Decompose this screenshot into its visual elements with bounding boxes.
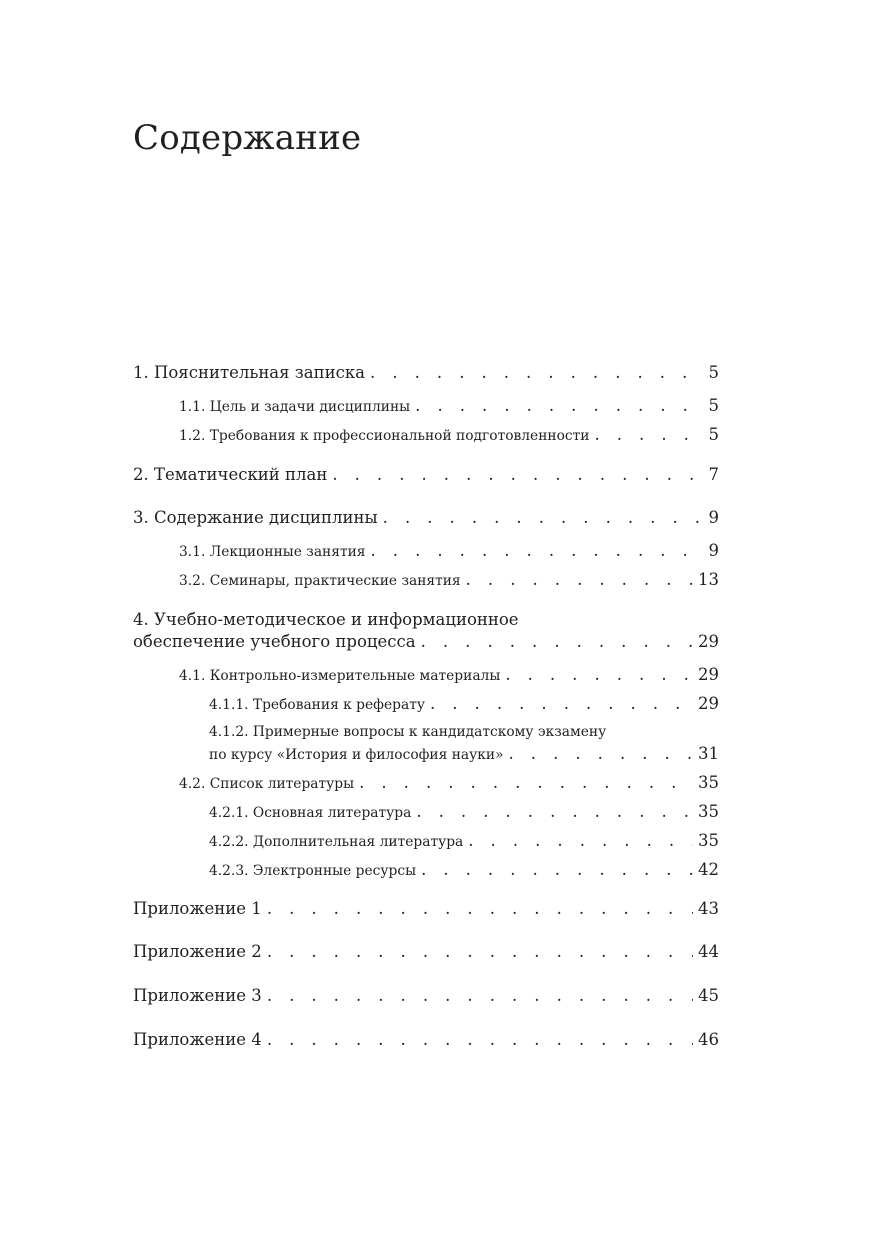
toc-entry-4-1-1[interactable] <box>209 694 719 715</box>
toc-entry-title: 4.2.3. Электронные ресурсы <box>209 863 417 879</box>
page-title: Содержание <box>133 118 362 158</box>
toc-entry-3[interactable] <box>133 507 719 529</box>
toc-page-number: 5 <box>708 425 719 444</box>
toc-entry-title: Приложение 2 <box>133 942 262 961</box>
toc-page-number: 31 <box>698 744 719 763</box>
toc-entry-4-2-1[interactable] <box>209 802 719 823</box>
toc-page-number: 29 <box>698 694 719 713</box>
dot-leader <box>370 362 703 384</box>
toc-entry-1[interactable] <box>133 362 719 384</box>
dot-leader <box>505 665 693 685</box>
toc-entry-title: 4.2. Список литературы <box>179 776 355 792</box>
dot-leader <box>359 773 693 793</box>
dot-leader <box>371 541 704 561</box>
toc-page-number: 35 <box>698 831 719 850</box>
toc-entry-title: 1. Пояснительная записка <box>133 363 366 382</box>
toc-page-number: 9 <box>708 508 719 527</box>
dot-leader <box>421 631 693 653</box>
toc-page-number: 13 <box>698 570 719 589</box>
dot-leader <box>594 425 703 445</box>
toc-page-number: 43 <box>698 899 719 918</box>
dot-leader <box>468 831 693 851</box>
toc-entry-4-1-2[interactable] <box>209 744 719 765</box>
toc-entry-4[interactable] <box>133 631 719 653</box>
dot-leader <box>509 744 693 764</box>
toc-entry-1-1[interactable] <box>179 396 719 417</box>
toc-entry-title: 4.1. Контрольно-измерительные материалы <box>179 668 501 684</box>
toc-page-number: 42 <box>698 860 719 879</box>
toc-page-number: 35 <box>698 773 719 792</box>
toc-page-number: 29 <box>698 665 719 684</box>
dot-leader <box>267 1029 693 1051</box>
toc-page-number: 9 <box>708 541 719 560</box>
dot-leader <box>421 860 693 880</box>
toc-entry-title: 3. Содержание дисциплины <box>133 508 378 527</box>
toc-entry-title: Приложение 1 <box>133 899 262 918</box>
toc-page-number: 5 <box>708 396 719 415</box>
toc-entry-title: 1.1. Цель и задачи дисциплины <box>179 399 411 415</box>
toc-entry-title: 2. Тематический план <box>133 465 328 484</box>
toc-entry-3-1[interactable] <box>179 541 719 562</box>
toc-page-number: 5 <box>708 363 719 382</box>
toc-entry-title: Приложение 3 <box>133 986 262 1005</box>
toc-entry-title: 4.2.1. Основная литература <box>209 805 412 821</box>
toc-page-number: 7 <box>708 465 719 484</box>
toc-page-number: 35 <box>698 802 719 821</box>
toc-page-number: 45 <box>698 986 719 1005</box>
toc-entry-4-1-2-first-line: 4.1.2. Примерные вопросы к кандидатскому экзамену <box>209 724 607 740</box>
toc-entry-appendix-1[interactable] <box>133 898 719 920</box>
toc-entry-4-2-3[interactable] <box>209 860 719 881</box>
dot-leader <box>383 507 704 529</box>
toc-entry-appendix-2[interactable] <box>133 941 719 963</box>
toc-entry-4-1[interactable] <box>179 665 719 686</box>
toc-entry-title: 3.1. Лекционные занятия <box>179 544 366 560</box>
toc-entry-appendix-4[interactable] <box>133 1029 719 1051</box>
toc-entry-1-2[interactable] <box>179 425 719 446</box>
dot-leader <box>466 570 693 590</box>
toc-entry-title: 3.2. Семинары, практические занятия <box>179 573 461 589</box>
toc-entry-3-2[interactable] <box>179 570 719 591</box>
toc-entry-title: Приложение 4 <box>133 1030 262 1049</box>
toc-entry-title: 1.2. Требования к профессиональной подготовленности <box>179 428 590 444</box>
toc-entry-2[interactable] <box>133 464 719 486</box>
toc-entry-title: обеспечение учебного процесса <box>133 632 416 651</box>
toc-entry-title: 4.1.1. Требования к реферату <box>209 697 425 713</box>
dot-leader <box>267 941 693 963</box>
toc-entry-appendix-3[interactable] <box>133 985 719 1007</box>
dot-leader <box>416 802 693 822</box>
toc-entry-title: по курсу «История и философия науки» <box>209 747 504 763</box>
toc-page-number: 46 <box>698 1030 719 1049</box>
toc-entry-4-first-line: 4. Учебно-методическое и информационное <box>133 610 519 629</box>
dot-leader <box>267 985 693 1007</box>
toc-entry-4-2-2[interactable] <box>209 831 719 852</box>
dot-leader <box>430 694 693 714</box>
dot-leader <box>415 396 703 416</box>
toc-entry-4-2[interactable] <box>179 773 719 794</box>
toc-page-number: 44 <box>698 942 719 961</box>
dot-leader <box>267 898 693 920</box>
toc-entry-title: 4.2.2. Дополнительная литература <box>209 834 464 850</box>
dot-leader <box>332 464 703 486</box>
toc-page-number: 29 <box>698 632 719 651</box>
